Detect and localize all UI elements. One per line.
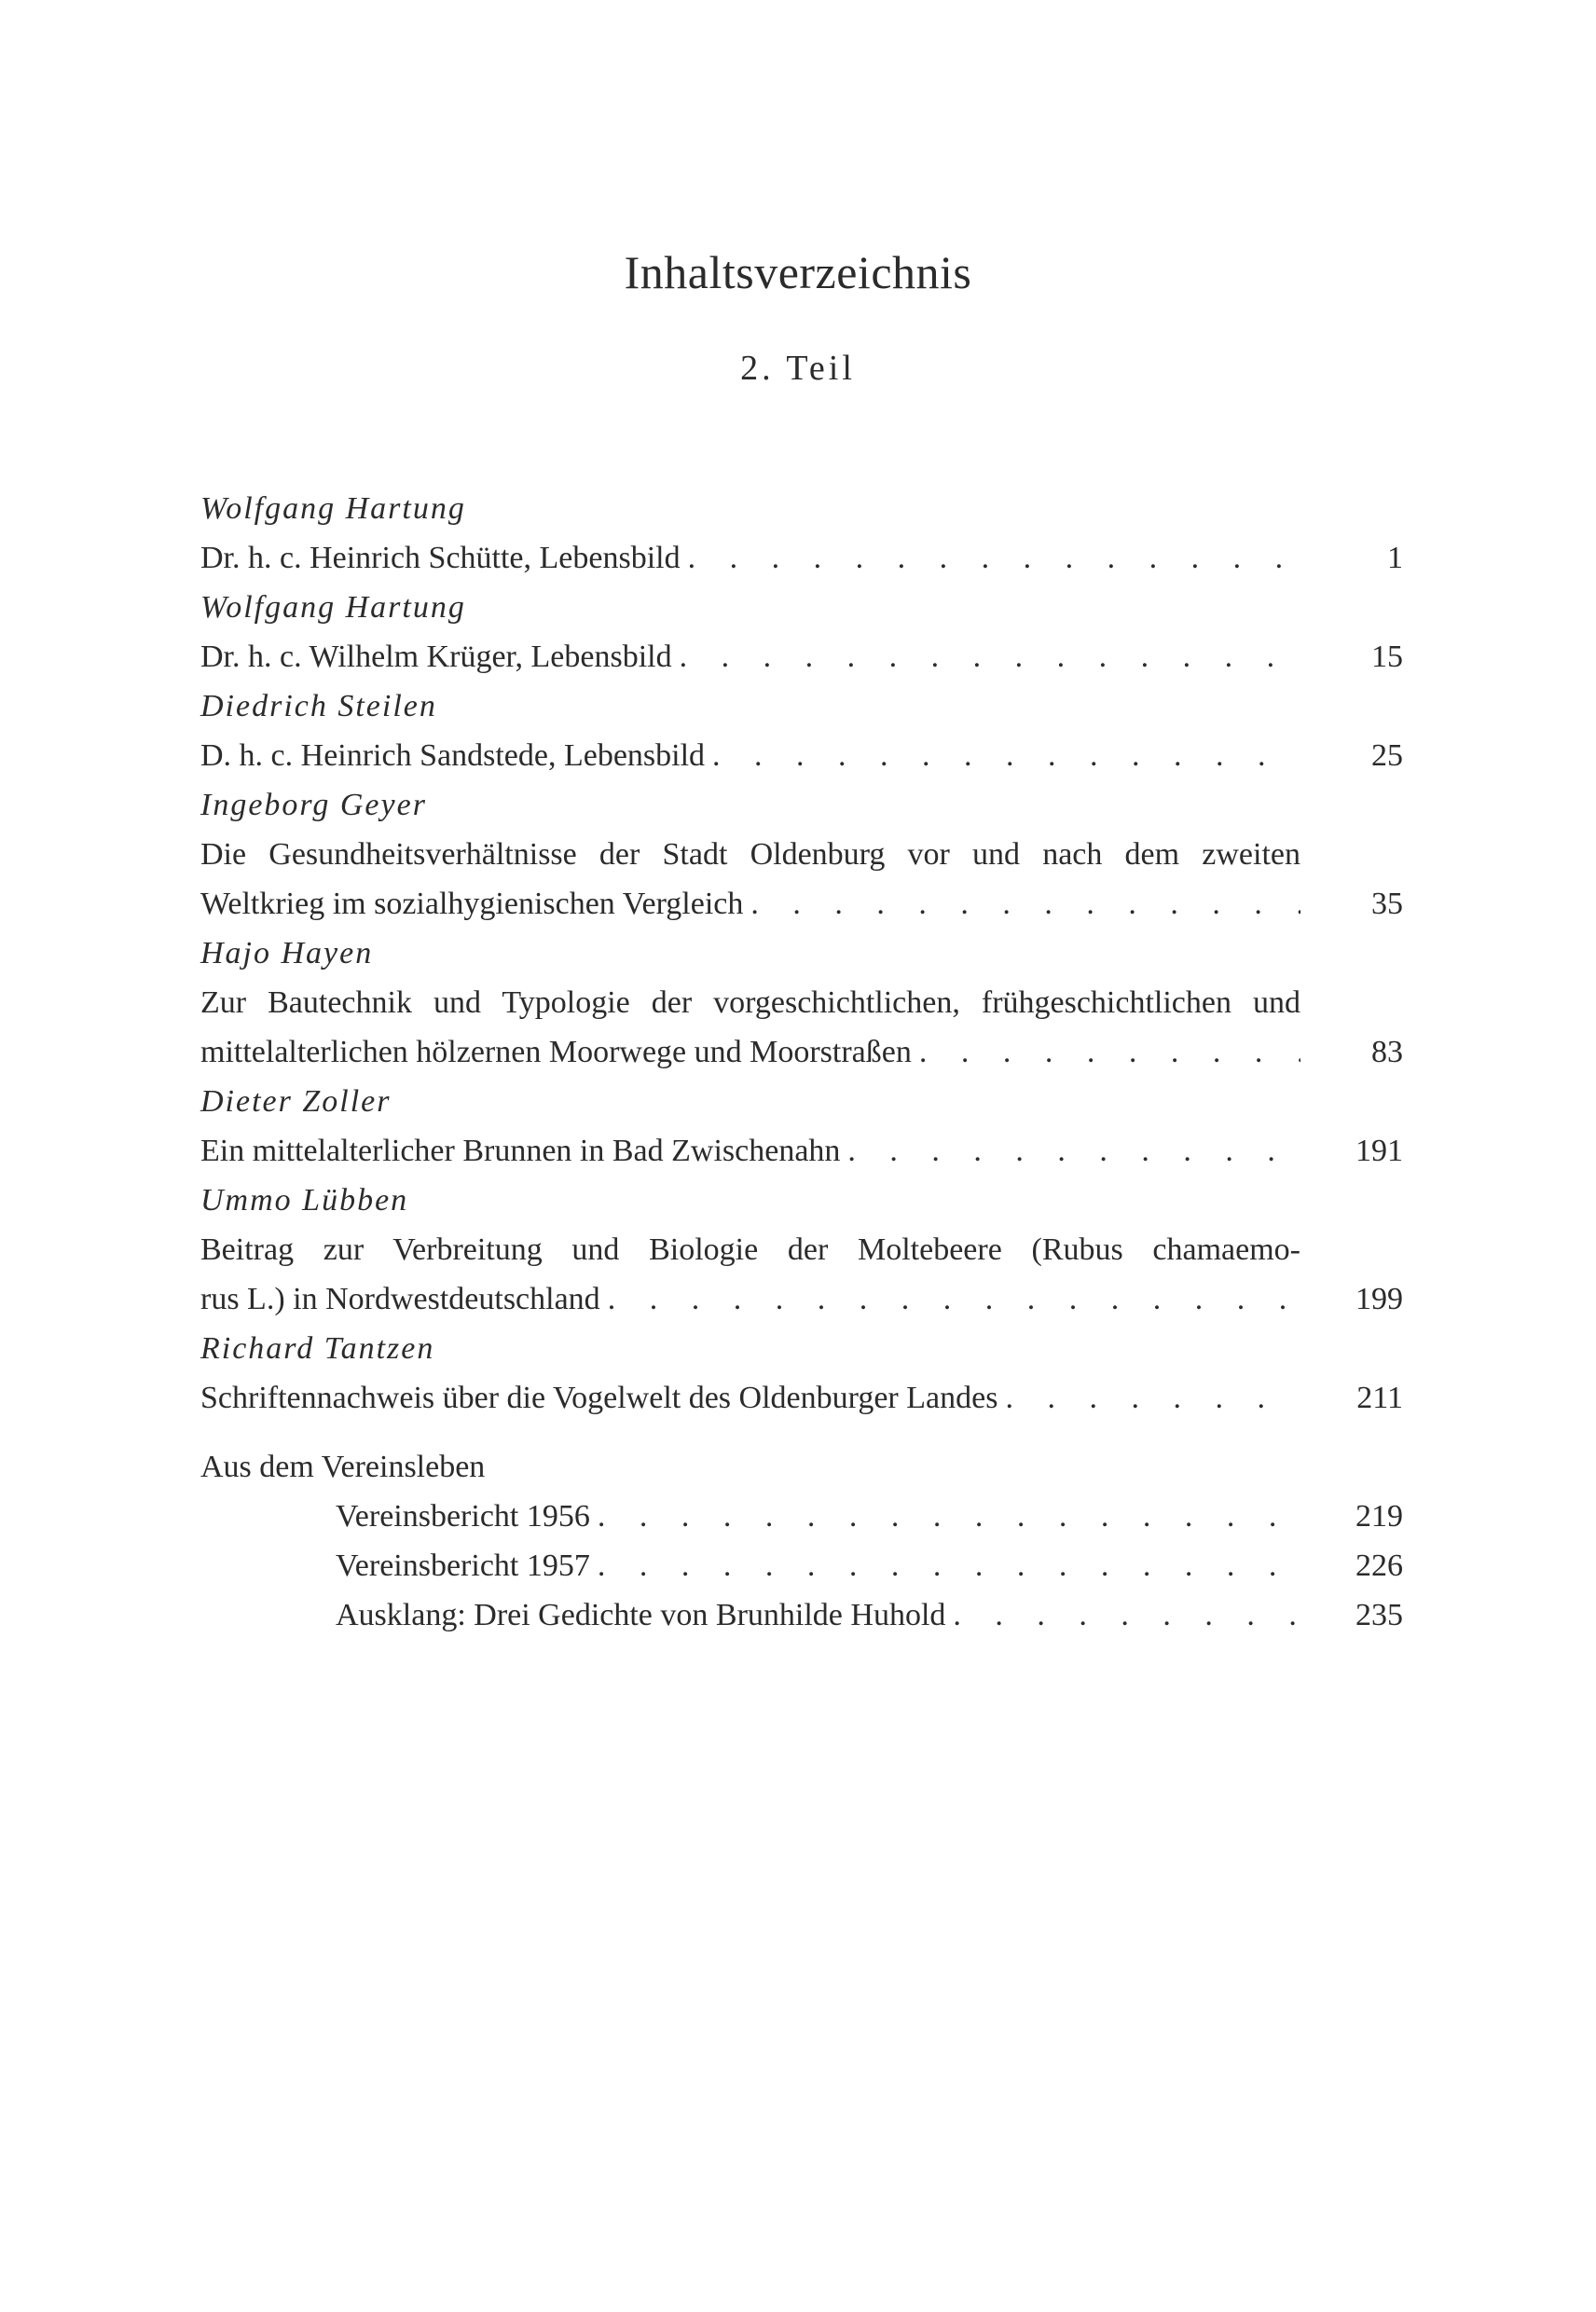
entry-title: D. h. c. Heinrich Sandstede, Lebensbild	[200, 738, 706, 773]
dot-leader	[680, 632, 1300, 681]
entry-author: Ummo Lübben	[200, 1183, 409, 1218]
page-number: 35	[1371, 887, 1403, 921]
page-number: 219	[1355, 1499, 1403, 1534]
page-title: Inhaltsverzeichnis	[624, 246, 972, 298]
toc-entry	[200, 1027, 1403, 1077]
dot-leader	[608, 1274, 1300, 1324]
entry-title: rus L.) in Nordwestdeutschland	[200, 1282, 600, 1316]
toc-entry	[200, 632, 1403, 681]
toc-entry	[200, 879, 1403, 929]
page-number: 211	[1356, 1381, 1403, 1415]
page-number: 226	[1355, 1548, 1403, 1583]
entry-title: mittelalterlichen hölzernen Moorwege und Moorstraßen	[200, 1035, 912, 1069]
page-number: 199	[1355, 1282, 1403, 1316]
dot-leader	[688, 533, 1300, 583]
toc-entry	[200, 1126, 1403, 1176]
entry-title-line: Die Gesundheitsverhältnisse der Stadt Oldenburg vor und nach dem zweiten	[200, 837, 1300, 872]
toc-entry	[200, 1274, 1403, 1324]
entry-title: Ein mittelalterlicher Brunnen in Bad Zwischenahn	[200, 1134, 841, 1168]
entry-title: Vereinsbericht 1956	[336, 1499, 590, 1534]
section-gap	[200, 1423, 1403, 1442]
section-heading: Aus dem Vereinsleben	[200, 1450, 486, 1484]
entry-title-line: Beitrag zur Verbreitung und Biologie der Moltebeere (Rubus chamaemo-	[200, 1232, 1300, 1267]
entry-title: Dr. h. c. Wilhelm Krüger, Lebensbild	[200, 640, 672, 674]
toc-entry	[200, 1541, 1403, 1590]
entry-author: Richard Tantzen	[200, 1331, 435, 1366]
dot-leader	[1005, 1373, 1300, 1423]
page-number: 83	[1371, 1035, 1403, 1069]
entry-author: Ingeborg Geyer	[200, 788, 427, 822]
dot-leader	[919, 1027, 1300, 1077]
table-of-contents	[200, 484, 1403, 1640]
entry-title: Vereinsbericht 1957	[336, 1548, 590, 1583]
entry-author: Wolfgang Hartung	[200, 590, 466, 625]
toc-entry	[200, 731, 1403, 780]
entry-author: Diedrich Steilen	[200, 689, 437, 723]
page-number: 25	[1371, 738, 1403, 773]
page-number: 1	[1387, 541, 1403, 575]
entry-title: Schriftennachweis über die Vogelwelt des Oldenburger Landes	[200, 1381, 998, 1415]
toc-entry	[200, 1492, 1403, 1541]
toc-entry	[200, 533, 1403, 583]
entry-author: Hajo Hayen	[200, 936, 374, 970]
entry-title: Weltkrieg im sozialhygienischen Vergleich	[200, 887, 744, 921]
dot-leader	[598, 1541, 1300, 1590]
entry-title: Ausklang: Drei Gedichte von Brunhilde Huhold	[336, 1598, 946, 1632]
entry-author: Dieter Zoller	[200, 1084, 392, 1119]
entry-title: Dr. h. c. Heinrich Schütte, Lebensbild	[200, 541, 681, 575]
dot-leader	[598, 1492, 1300, 1541]
page-number: 191	[1355, 1134, 1403, 1168]
page-number: 235	[1355, 1598, 1403, 1632]
toc-entry	[200, 1590, 1403, 1640]
dot-leader	[953, 1590, 1300, 1640]
page-number: 15	[1371, 640, 1403, 674]
dot-leader	[750, 879, 1300, 929]
entry-author: Wolfgang Hartung	[200, 491, 466, 526]
dot-leader	[712, 731, 1300, 780]
dot-leader	[847, 1126, 1300, 1176]
toc-entry	[200, 1373, 1403, 1423]
entry-title-line: Zur Bautechnik und Typologie der vorgeschichtlichen, frühgeschichtlichen und	[200, 985, 1300, 1020]
part-label: 2. Teil	[740, 349, 856, 388]
